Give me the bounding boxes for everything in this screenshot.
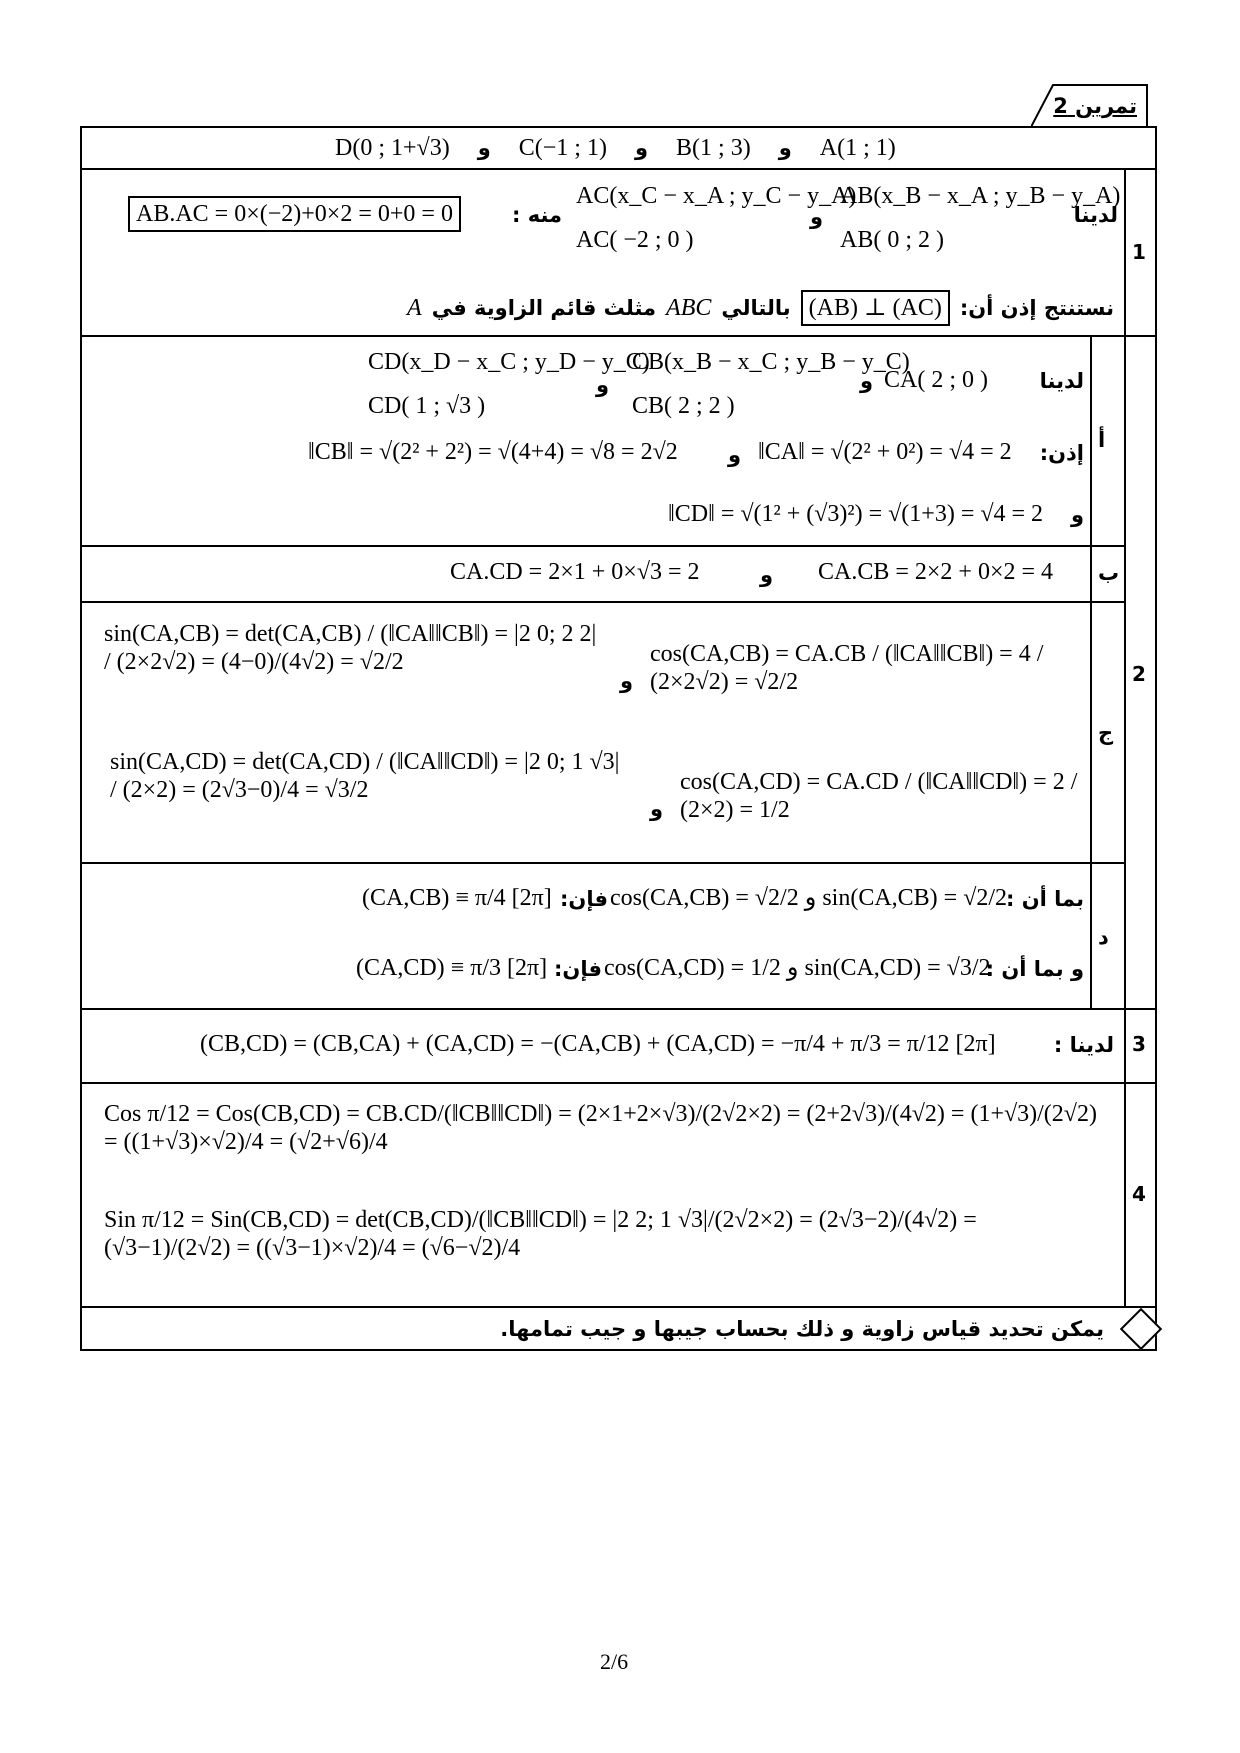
row2d-fainna: فإن: xyxy=(560,887,608,911)
row1-ac-formula: AC(x_C − x_A ; y_C − y_A) xyxy=(576,183,857,209)
row2d-wa-bima-an: و بما أن : xyxy=(985,957,1084,981)
row2c-cos-cb: cos(CA,CB) = CA.CB / (‖CA‖‖CB‖) = 4 / (2×2√2) = √2/2 xyxy=(650,641,1044,695)
row2c-sin-cd: sin(CA,CD) = det(CA,CD) / (‖CA‖‖CD‖) = |2 0; 1 √3| / (2×2) = (2√3−0)/4 = √3/2 xyxy=(110,749,620,803)
row2a-cd-formula: CD(x_D − x_C ; y_D − y_C) xyxy=(368,349,650,375)
row2d-cond2: cos(CA,CD) = 1/2 و sin(CA,CD) = √3/2 xyxy=(604,955,991,981)
row2d-bima-an: بما أن : xyxy=(1006,887,1084,911)
row2c-cos-cd: cos(CA,CD) = CA.CD / (‖CA‖‖CD‖) = 2 / (2×2) = 1/2 xyxy=(680,769,1078,823)
row-number-2: 2 xyxy=(1132,662,1146,686)
row2a-norm-ca: ‖CA‖ = √(2² + 0²) = √4 = 2 xyxy=(758,439,1012,465)
point-a: A(1 ; 1) xyxy=(819,135,896,161)
row-divider xyxy=(80,601,1124,603)
sub-label-a: أ xyxy=(1098,428,1106,452)
row4-cos: Cos π/12 = Cos(CB,CD) = CB.CD/(‖CB‖‖CD‖) = (2×1+2×√3)/(2√2×2) = (2+2√3)/(4√2) = (1+√3)/(2√2) = ((1+√3)×√2)/4 = (√2+√6)/4 xyxy=(104,1101,1097,1155)
row2a-cb-value: CB( 2 ; 2 ) xyxy=(632,393,735,419)
row2b-ca-cb: CA.CB = 2×2 + 0×2 = 4 xyxy=(818,559,1054,585)
row2b-ca-cd: CA.CD = 2×1 + 0×√3 = 2 xyxy=(450,559,700,585)
row2a-cb-formula: CB(x_B − x_C ; y_B − y_C) xyxy=(632,349,910,375)
perpendicular-box: (AB) ⊥ (AC) xyxy=(801,290,950,326)
number-column-divider xyxy=(1124,168,1126,1306)
row-number-3: 3 xyxy=(1132,1032,1146,1056)
row-divider xyxy=(80,168,1157,170)
point-c: C(−1 ; 1) xyxy=(518,135,607,161)
sub-label-d: د xyxy=(1098,925,1109,949)
row2d-res1: (CA,CB) ≡ π/4 [2π] xyxy=(362,885,552,911)
point-b: B(1 ; 3) xyxy=(676,135,751,161)
page-number: 2/6 xyxy=(600,1649,629,1674)
row2a-ca: CA( 2 ; 0 ) xyxy=(884,367,988,393)
row4-sin: Sin π/12 = Sin(CB,CD) = det(CB,CD)/(‖CB‖‖CD‖) = |2 2; 1 √3|/(2√2×2) = (2√3−2)/(4√2) = (√3−1)/(2√2) = ((√3−1)×√2)/4 = (√6−√2)/4 xyxy=(104,1207,977,1261)
sub-column-divider xyxy=(1090,335,1092,1008)
row2d-res2: (CA,CD) ≡ π/3 [2π] xyxy=(356,955,548,981)
row-number-4: 4 xyxy=(1132,1182,1146,1206)
row2a-lidayna: لدينا xyxy=(1039,369,1084,393)
exercise-tab xyxy=(1031,83,1149,127)
row1-dot-product: AB.AC = 0×(−2)+0×2 = 0+0 = 0 xyxy=(128,196,461,232)
note-text: يمكن تحديد قياس زاوية و ذلك بحساب جيبها و جيب تمامها. xyxy=(500,1317,1104,1341)
row2a-norm-cb: ‖CB‖ = √(2² + 2²) = √(4+4) = √8 = 2√2 xyxy=(308,439,678,465)
row-number-1: 1 xyxy=(1132,240,1146,264)
row-divider xyxy=(80,1008,1157,1010)
row2a-cd-value: CD( 1 ; √3 ) xyxy=(368,393,486,419)
row-divider xyxy=(80,1306,1157,1308)
point-d: D(0 ; 1+√3) xyxy=(335,135,450,161)
row-divider xyxy=(80,335,1157,337)
row-divider xyxy=(80,545,1124,547)
row-divider xyxy=(80,1082,1157,1084)
row1-ac-value: AC( −2 ; 0 ) xyxy=(576,227,694,253)
sub-label-c: ج xyxy=(1098,721,1114,745)
row2c-sin-cb: sin(CA,CB) = det(CA,CB) / (‖CA‖‖CB‖) = |2 0; 2 2| / (2×2√2) = (4−0)/(4√2) = √2/2 xyxy=(104,621,597,675)
sub-label-b: ب xyxy=(1098,561,1120,585)
row2a-idhan: إذن: xyxy=(1039,441,1084,465)
row2a-norm-cd: ‖CD‖ = √(1² + (√3)²) = √(1+3) = √4 = 2 xyxy=(668,501,1044,527)
row1-ab-formula: AB(x_B − x_A ; y_B − y_A) xyxy=(840,183,1121,209)
row1-ab-value: AB( 0 ; 2 ) xyxy=(840,227,944,253)
row3-lidayna: لدينا : xyxy=(1053,1033,1114,1057)
row1-lidayna: لدينا xyxy=(1073,203,1118,227)
row2d-cond1: cos(CA,CB) = √2/2 و sin(CA,CB) = √2/2 xyxy=(610,885,1008,911)
row3-equation: (CB,CD) = (CB,CA) + (CA,CD) = −(CA,CB) + (CA,CD) = −π/4 + π/3 = π/12 [2π] xyxy=(200,1031,996,1057)
row1-minhu: منه : xyxy=(512,203,563,227)
row-divider xyxy=(80,862,1124,864)
row1-conclusion: نستنتج إذن أن: (AB) ⊥ (AC) بالتالي ABC مثلث قائم الزاوية في A xyxy=(407,290,1114,326)
exercise-title: تمرين 2 xyxy=(1053,94,1137,118)
points-line: D(0 ; 1+√3) و C(−1 ; 1) و B(1 ; 3) و A(1 ; 1) xyxy=(335,135,896,161)
